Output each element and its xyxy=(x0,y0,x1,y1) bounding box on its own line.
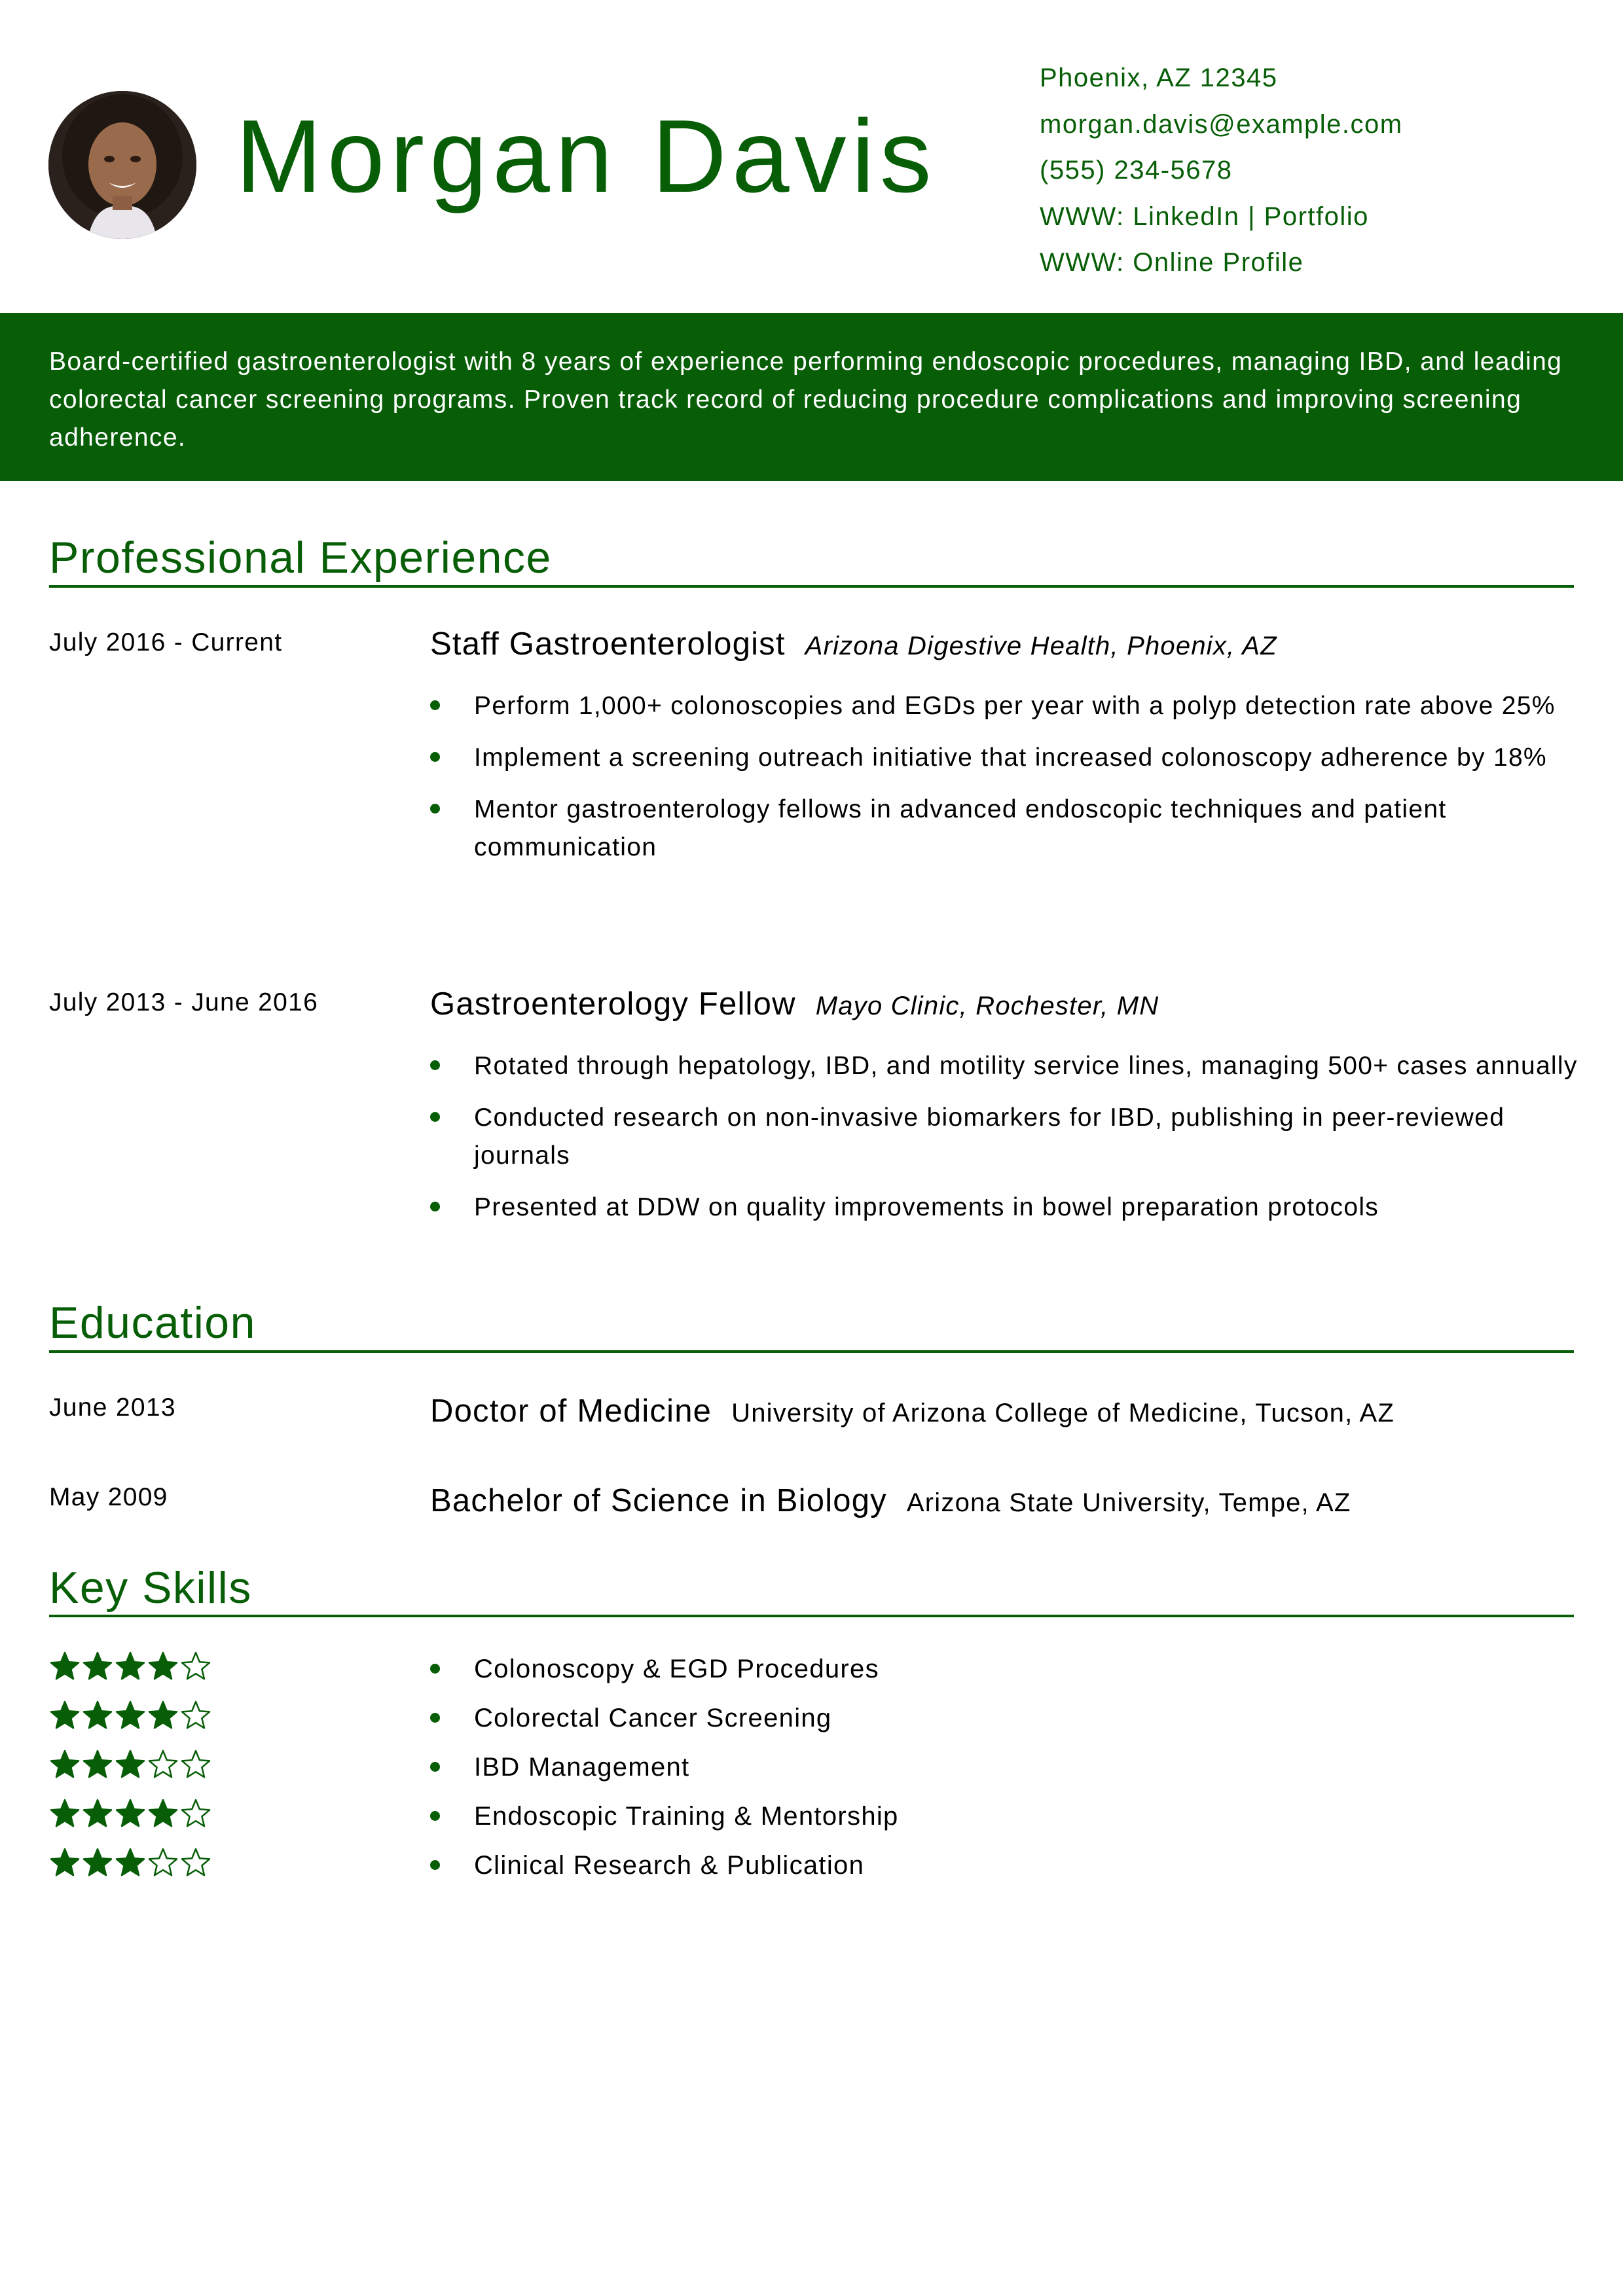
experience-heading: Professional Experience xyxy=(49,533,552,583)
job-dates: July 2016 - Current xyxy=(49,628,283,656)
skill-label: IBD Management xyxy=(474,1753,690,1782)
degree-title: Bachelor of Science in Biology xyxy=(430,1483,887,1518)
list-item: Conducted research on non-invasive biomarkers for IBD, publishing in peer-reviewed journals xyxy=(430,1099,1582,1175)
list-item: Perform 1,000+ colonoscopies and EGDs per year with a polyp detection rate above 25% xyxy=(430,687,1582,725)
education-date: May 2009 xyxy=(49,1483,168,1511)
online-profile-line xyxy=(1040,240,1403,286)
degree-title: Doctor of Medicine xyxy=(430,1393,712,1429)
bullet-icon xyxy=(430,700,440,710)
star-filled-icon xyxy=(49,1749,81,1780)
star-filled-icon xyxy=(82,1700,113,1731)
education-date: June 2013 xyxy=(49,1393,176,1422)
skill-rating xyxy=(49,1847,211,1878)
skill-rating xyxy=(49,1798,211,1829)
star-empty-icon xyxy=(180,1798,211,1829)
star-empty-icon xyxy=(180,1847,211,1878)
links-line xyxy=(1040,194,1403,240)
star-empty-icon xyxy=(180,1749,211,1780)
skill-row xyxy=(49,1847,1555,1886)
job-header xyxy=(430,986,1159,1022)
list-item: Rotated through hepatology, IBD, and motility service lines, managing 500+ cases annually xyxy=(430,1047,1582,1085)
profile-photo xyxy=(48,91,196,239)
star-empty-icon xyxy=(180,1700,211,1731)
bullet-icon xyxy=(430,752,440,762)
portfolio-link[interactable]: Portfolio xyxy=(1264,202,1369,231)
list-item: Mentor gastroenterology fellows in advanced endoscopic techniques and patient communication xyxy=(430,791,1582,867)
job-header xyxy=(430,626,1277,662)
star-filled-icon xyxy=(115,1847,146,1878)
bullet-icon xyxy=(430,1762,440,1772)
skill-row xyxy=(49,1651,1555,1690)
star-filled-icon xyxy=(147,1798,179,1829)
job-bullets xyxy=(430,1047,1582,1240)
online-profile-link[interactable]: Online Profile xyxy=(1133,248,1304,277)
linkedin-link[interactable]: LinkedIn xyxy=(1133,202,1240,231)
star-filled-icon xyxy=(82,1798,113,1829)
star-filled-icon xyxy=(82,1651,113,1682)
education-entry xyxy=(430,1393,1395,1429)
list-item: Implement a screening outreach initiative that increased colonoscopy adherence by 18% xyxy=(430,739,1582,777)
bullet-icon xyxy=(430,1112,440,1122)
bullet-icon xyxy=(430,1713,440,1723)
www-label: WWW: xyxy=(1040,248,1125,277)
star-filled-icon xyxy=(115,1749,146,1780)
location-text: Phoenix, AZ 12345 xyxy=(1040,63,1278,92)
job-employer: Arizona Digestive Health, Phoenix, AZ xyxy=(805,632,1277,660)
star-filled-icon xyxy=(49,1798,81,1829)
skill-row xyxy=(49,1749,1555,1788)
experience-divider xyxy=(49,585,1574,588)
candidate-name: Morgan Davis xyxy=(236,99,937,214)
job-employer: Mayo Clinic, Rochester, MN xyxy=(815,992,1159,1020)
link-separator: | xyxy=(1248,202,1256,231)
bullet-icon xyxy=(430,1060,440,1070)
school-name: Arizona State University, Tempe, AZ xyxy=(906,1488,1351,1517)
skill-label: Endoscopic Training & Mentorship xyxy=(474,1802,899,1831)
star-filled-icon xyxy=(82,1749,113,1780)
star-empty-icon xyxy=(147,1749,179,1780)
star-empty-icon xyxy=(180,1651,211,1682)
bullet-icon xyxy=(430,1811,440,1821)
skill-rating xyxy=(49,1651,211,1682)
education-divider xyxy=(49,1350,1574,1353)
job-bullets xyxy=(430,687,1582,880)
summary-text: Board-certified gastroenterologist with 8 years of experience performing endoscopic procedures, managing IBD, and leading colorectal cancer screening programs. Proven track record of reducing procedure complications and improving screening adherence. xyxy=(49,348,1563,452)
contact-block xyxy=(1040,55,1403,286)
education-entry xyxy=(430,1482,1351,1519)
email-link[interactable]: morgan.davis@example.com xyxy=(1040,109,1403,139)
star-filled-icon xyxy=(115,1700,146,1731)
skill-rating xyxy=(49,1700,211,1731)
star-filled-icon xyxy=(49,1651,81,1682)
job-title: Staff Gastroenterologist xyxy=(430,626,786,662)
star-filled-icon xyxy=(49,1847,81,1878)
skill-row xyxy=(49,1700,1555,1739)
avatar xyxy=(48,91,196,239)
www-label: WWW: xyxy=(1040,202,1125,231)
skills-heading: Key Skills xyxy=(49,1563,252,1613)
star-filled-icon xyxy=(82,1847,113,1878)
skills-divider xyxy=(49,1615,1574,1617)
list-item: Presented at DDW on quality improvements in bowel preparation protocols xyxy=(430,1189,1582,1227)
bullet-icon xyxy=(430,1664,440,1674)
skill-label: Clinical Research & Publication xyxy=(474,1851,865,1880)
star-filled-icon xyxy=(49,1700,81,1731)
bullet-icon xyxy=(430,1860,440,1870)
star-empty-icon xyxy=(147,1847,179,1878)
star-filled-icon xyxy=(147,1651,179,1682)
job-dates: July 2013 - June 2016 xyxy=(49,988,319,1016)
bullet-icon xyxy=(430,1202,440,1211)
phone-text: (555) 234-5678 xyxy=(1040,156,1233,185)
education-heading: Education xyxy=(49,1298,256,1348)
skill-rating xyxy=(49,1749,211,1780)
job-title: Gastroenterology Fellow xyxy=(430,986,796,1022)
bullet-icon xyxy=(430,804,440,814)
skill-row xyxy=(49,1798,1555,1837)
skill-label: Colonoscopy & EGD Procedures xyxy=(474,1655,879,1683)
star-filled-icon xyxy=(147,1700,179,1731)
skill-label: Colorectal Cancer Screening xyxy=(474,1704,832,1732)
school-name: University of Arizona College of Medicine, Tucson, AZ xyxy=(731,1399,1395,1427)
star-filled-icon xyxy=(115,1651,146,1682)
star-filled-icon xyxy=(115,1798,146,1829)
